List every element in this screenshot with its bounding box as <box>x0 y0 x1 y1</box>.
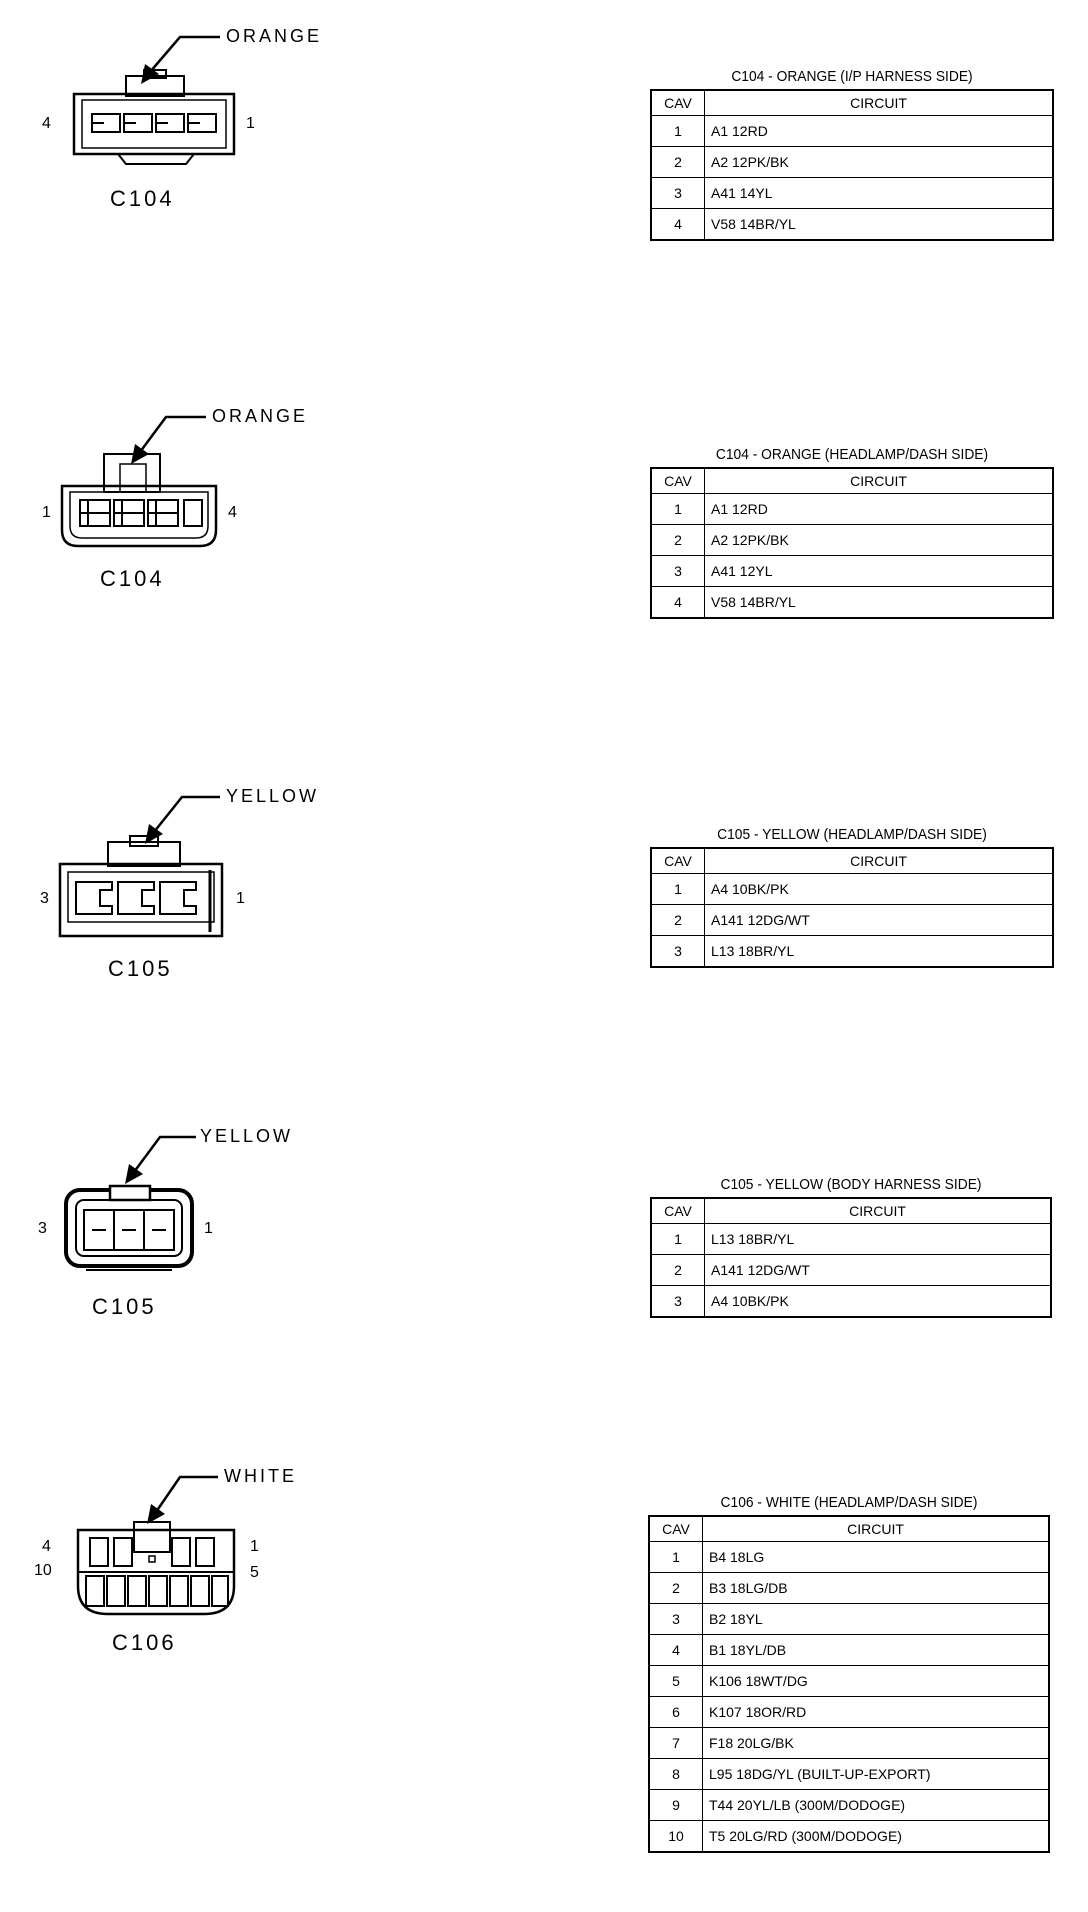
circuit-cell: V58 14BR/YL <box>705 209 1054 241</box>
table-row <box>651 556 1053 587</box>
table-row <box>649 1728 1049 1759</box>
cav-cell: 6 <box>649 1697 703 1728</box>
pin-label-right: 1 <box>236 890 245 907</box>
pin-label-right: 4 <box>228 504 237 521</box>
cav-cell: 10 <box>649 1821 703 1853</box>
connector-section-c106-dash <box>0 1450 1088 1910</box>
pinout-table-c106-dash <box>648 1494 1050 1853</box>
table-row <box>651 209 1053 241</box>
pinout-table-c104-ip <box>650 68 1054 241</box>
cav-cell: 1 <box>649 1542 703 1573</box>
pin-label-left: 3 <box>40 890 49 907</box>
connector-color-label: YELLOW <box>226 786 320 806</box>
cav-cell: 2 <box>651 147 705 178</box>
cav-cell: 2 <box>651 525 705 556</box>
connector-name: C104 <box>110 186 175 211</box>
pin-label-left: 1 <box>42 504 51 521</box>
connector-name: C105 <box>108 956 173 981</box>
connector-color-label: YELLOW <box>200 1126 294 1146</box>
header-cav: CAV <box>651 1198 705 1224</box>
header-cav: CAV <box>651 468 705 494</box>
connector-drawing <box>0 0 420 260</box>
cav-cell: 4 <box>651 209 705 241</box>
table-row <box>651 1224 1051 1255</box>
connector-drawing <box>0 1110 420 1370</box>
connector-name: C105 <box>92 1294 157 1319</box>
cav-cell: 3 <box>649 1604 703 1635</box>
table-row <box>651 1255 1051 1286</box>
circuit-cell: B2 18YL <box>703 1604 1050 1635</box>
cav-cell: 2 <box>651 1255 705 1286</box>
pin-label-right-bottom: 5 <box>250 1564 259 1581</box>
circuit-cell: A1 12RD <box>705 494 1054 525</box>
header-cav: CAV <box>649 1516 703 1542</box>
circuit-cell: L13 18BR/YL <box>705 936 1054 968</box>
table-row <box>649 1759 1049 1790</box>
connector-diagram-c105-dash <box>0 760 420 1020</box>
table-row <box>651 494 1053 525</box>
pin-label-right: 1 <box>204 1220 213 1237</box>
table-row <box>651 905 1053 936</box>
circuit-cell: A4 10BK/PK <box>705 874 1054 905</box>
circuit-cell: B1 18YL/DB <box>703 1635 1050 1666</box>
connector-drawing <box>0 760 420 1020</box>
header-circuit: CIRCUIT <box>703 1516 1050 1542</box>
table-header-row <box>649 1516 1049 1542</box>
circuit-cell: B4 18LG <box>703 1542 1050 1573</box>
table-row <box>649 1573 1049 1604</box>
circuit-cell: A141 12DG/WT <box>705 905 1054 936</box>
circuit-cell: T44 20YL/LB (300M/DODOGE) <box>703 1790 1050 1821</box>
header-cav: CAV <box>651 90 705 116</box>
connector-diagram-c104-dash <box>0 380 420 640</box>
table-header-row <box>651 468 1053 494</box>
cav-cell: 1 <box>651 116 705 147</box>
circuit-cell: L95 18DG/YL (BUILT-UP-EXPORT) <box>703 1759 1050 1790</box>
table-row <box>649 1697 1049 1728</box>
connector-diagram-c104-ip <box>0 0 420 260</box>
cav-cell: 1 <box>651 874 705 905</box>
cav-cell: 9 <box>649 1790 703 1821</box>
circuit-cell: L13 18BR/YL <box>705 1224 1052 1255</box>
table-row <box>649 1821 1049 1853</box>
cav-cell: 2 <box>651 905 705 936</box>
pin-label-left-top: 4 <box>42 1538 51 1555</box>
circuit-cell: A141 12DG/WT <box>705 1255 1052 1286</box>
connector-diagram-c106-dash <box>0 1450 420 1710</box>
cav-cell: 3 <box>651 936 705 968</box>
pin-label-left-bottom: 10 <box>34 1562 52 1579</box>
connector-drawing <box>0 1450 420 1710</box>
pinout-table-c105-dash <box>650 826 1054 968</box>
pin-label-right: 1 <box>246 115 255 132</box>
connector-section-c105-dash <box>0 760 1088 1060</box>
cav-cell: 8 <box>649 1759 703 1790</box>
circuit-cell: T5 20LG/RD (300M/DODOGE) <box>703 1821 1050 1853</box>
connector-color-label: WHITE <box>224 1466 297 1486</box>
connector-name: C106 <box>112 1630 177 1655</box>
pin-label-left: 4 <box>42 115 51 132</box>
circuit-cell: K106 18WT/DG <box>703 1666 1050 1697</box>
circuit-cell: A41 12YL <box>705 556 1054 587</box>
table-row <box>649 1666 1049 1697</box>
cav-cell: 4 <box>651 587 705 619</box>
table-row <box>651 1286 1051 1318</box>
table-row <box>651 587 1053 619</box>
table-row <box>651 147 1053 178</box>
table-title: C105 - YELLOW (HEADLAMP/DASH SIDE) <box>717 826 987 843</box>
table-row <box>651 874 1053 905</box>
circuit-cell: A1 12RD <box>705 116 1054 147</box>
cav-cell: 2 <box>649 1573 703 1604</box>
connector-drawing <box>0 380 420 640</box>
table-row <box>649 1542 1049 1573</box>
table-row <box>651 525 1053 556</box>
circuit-cell: A41 14YL <box>705 178 1054 209</box>
table-header-row <box>651 90 1053 116</box>
cav-cell: 1 <box>651 494 705 525</box>
table-title: C104 - ORANGE (HEADLAMP/DASH SIDE) <box>715 446 989 463</box>
header-cav: CAV <box>651 848 705 874</box>
pin-label-left: 3 <box>38 1220 47 1237</box>
cav-cell: 3 <box>651 1286 705 1318</box>
cav-cell: 7 <box>649 1728 703 1759</box>
circuit-cell: K107 18OR/RD <box>703 1697 1050 1728</box>
circuit-cell: A2 12PK/BK <box>705 525 1054 556</box>
header-circuit: CIRCUIT <box>705 90 1054 116</box>
table-row <box>651 178 1053 209</box>
table-row <box>651 936 1053 968</box>
table-row <box>651 116 1053 147</box>
header-circuit: CIRCUIT <box>705 468 1054 494</box>
connector-section-c104-ip <box>0 0 1088 300</box>
pinout-table-c104-dash <box>650 446 1054 619</box>
connector-section-c105-body <box>0 1110 1088 1410</box>
pin-label-right-top: 1 <box>250 1538 259 1555</box>
table-title: C105 - YELLOW (BODY HARNESS SIDE) <box>720 1176 982 1193</box>
connector-diagram-c105-body <box>0 1110 420 1370</box>
cav-cell: 4 <box>649 1635 703 1666</box>
table-title: C104 - ORANGE (I/P HARNESS SIDE) <box>731 68 973 85</box>
table-title: C106 - WHITE (HEADLAMP/DASH SIDE) <box>720 1494 978 1511</box>
table-row <box>649 1790 1049 1821</box>
connector-color-label: ORANGE <box>212 406 309 426</box>
circuit-cell: V58 14BR/YL <box>705 587 1054 619</box>
table-header-row <box>651 1198 1051 1224</box>
cav-cell: 1 <box>651 1224 705 1255</box>
connector-color-label: ORANGE <box>226 26 323 46</box>
pinout-table-c105-body <box>650 1176 1052 1318</box>
circuit-cell: A2 12PK/BK <box>705 147 1054 178</box>
cav-cell: 3 <box>651 556 705 587</box>
table-row <box>649 1604 1049 1635</box>
table-header-row <box>651 848 1053 874</box>
table-row <box>649 1635 1049 1666</box>
header-circuit: CIRCUIT <box>705 848 1054 874</box>
header-circuit: CIRCUIT <box>705 1198 1052 1224</box>
circuit-cell: F18 20LG/BK <box>703 1728 1050 1759</box>
circuit-cell: A4 10BK/PK <box>705 1286 1052 1318</box>
circuit-cell: B3 18LG/DB <box>703 1573 1050 1604</box>
connector-name: C104 <box>100 566 165 591</box>
connector-section-c104-dash <box>0 380 1088 680</box>
cav-cell: 5 <box>649 1666 703 1697</box>
cav-cell: 3 <box>651 178 705 209</box>
